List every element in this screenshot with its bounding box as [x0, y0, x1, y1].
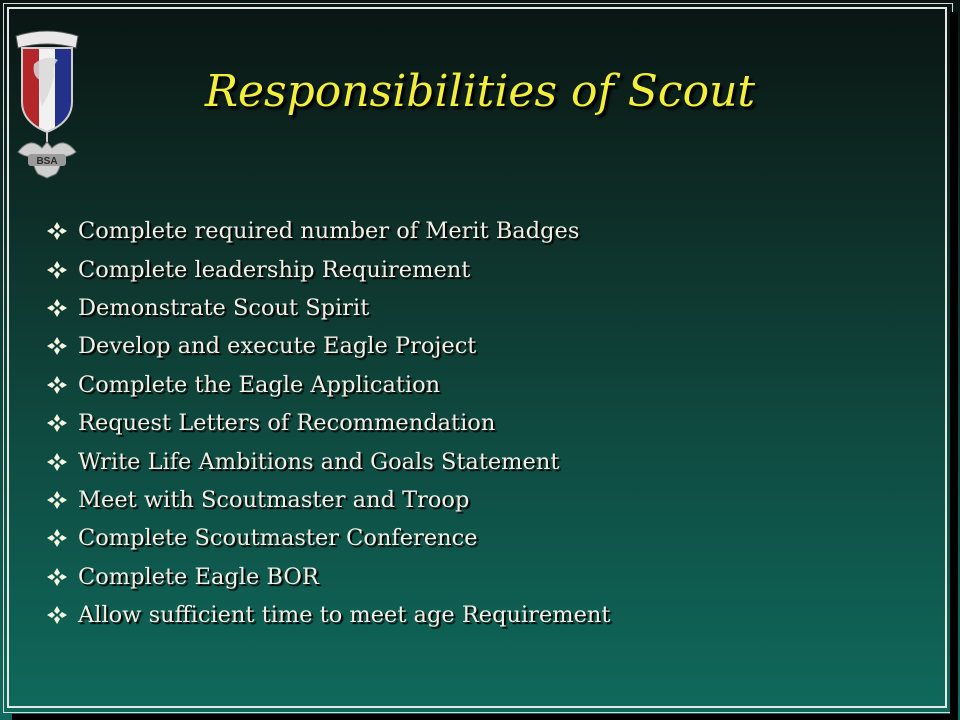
bullet-item — [44, 481, 610, 519]
bullet-item — [44, 519, 610, 557]
bullet-text: Complete the Eagle Application — [78, 371, 441, 398]
bullet-text: Write Life Ambitions and Goals Statement — [78, 448, 560, 475]
bullet-list — [44, 212, 610, 634]
diamond-bullet-icon — [44, 489, 70, 511]
diamond-bullet-icon — [44, 374, 70, 396]
diamond-bullet-icon — [44, 412, 70, 434]
bullet-item — [44, 250, 610, 288]
bullet-item — [44, 442, 610, 480]
bullet-text: Complete Eagle BOR — [78, 563, 319, 590]
diamond-bullet-icon — [44, 527, 70, 549]
bullet-item — [44, 212, 610, 250]
bullet-text: Complete required number of Merit Badges — [78, 218, 580, 245]
bullet-item — [44, 289, 610, 327]
diamond-bullet-icon — [44, 335, 70, 357]
diamond-bullet-icon — [44, 297, 70, 319]
bullet-text: Complete leadership Requirement — [78, 256, 471, 283]
bullet-text: Request Letters of Recommendation — [78, 410, 496, 437]
bullet-item — [44, 558, 610, 596]
svg-text:BSA: BSA — [36, 156, 58, 167]
bullet-item — [44, 327, 610, 365]
diamond-bullet-icon — [44, 566, 70, 588]
bullet-text: Develop and execute Eagle Project — [78, 333, 477, 360]
bullet-item — [44, 404, 610, 442]
slide-title: Responsibilities of Scout — [204, 66, 756, 117]
diamond-bullet-icon — [44, 604, 70, 626]
diamond-bullet-icon — [44, 259, 70, 281]
bullet-text: Demonstrate Scout Spirit — [78, 294, 370, 321]
bullet-item — [44, 596, 610, 634]
bullet-item — [44, 366, 610, 404]
slide-shadow-bottom — [12, 714, 958, 720]
diamond-bullet-icon — [44, 451, 70, 473]
diamond-bullet-icon — [44, 220, 70, 242]
bullet-text: Meet with Scoutmaster and Troop — [78, 486, 470, 513]
bullet-text: Allow sufficient time to meet age Requirement — [78, 602, 611, 629]
bullet-text: Complete Scoutmaster Conference — [78, 525, 478, 552]
